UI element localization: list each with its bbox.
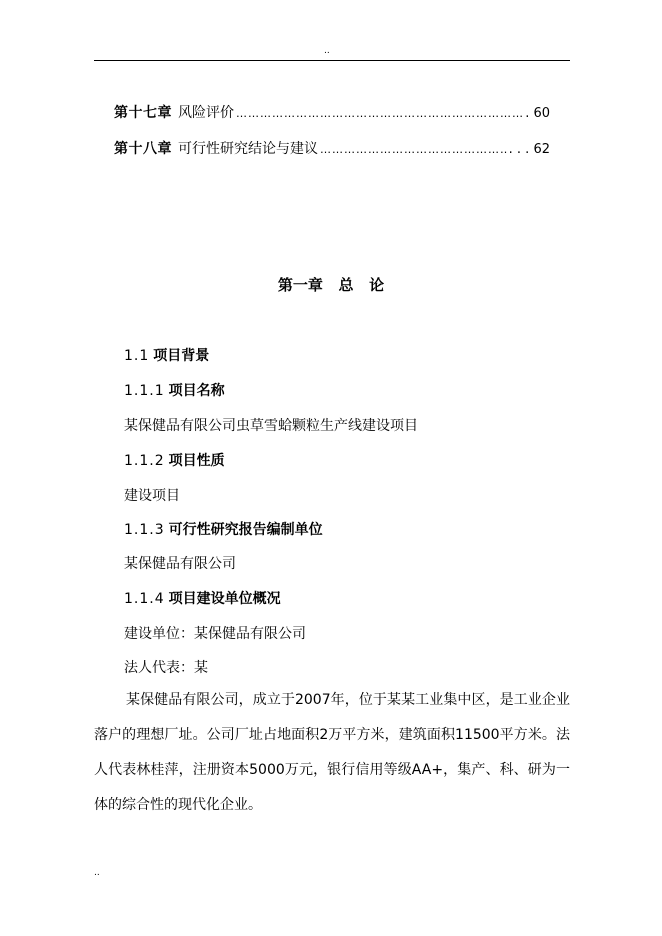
toc-page-number: . 60 <box>525 106 550 121</box>
section-text: 某保健品有限公司虫草雪蛤颗粒生产线建设项目 <box>124 418 418 434</box>
chapter-heading: 第一章 总 论 <box>277 276 385 294</box>
toc-chapter-title: 风险评价 <box>178 105 234 121</box>
toc-page-number: . . . 62 <box>508 142 550 157</box>
toc-chapter-number: 第十七章 <box>114 105 172 121</box>
toc-leader-dots <box>320 143 507 156</box>
section-text: 法人代表：某 <box>124 660 208 676</box>
footer-mark: .. <box>94 868 100 878</box>
section-title: 项目建设单位概况 <box>168 591 281 607</box>
toc-chapter-title: 可行性研究结论与建议 <box>178 141 318 157</box>
section-number: 1.1.3 <box>124 522 165 538</box>
section-number: 1.1.1 <box>124 383 165 399</box>
header-mark: .. <box>324 46 330 56</box>
section-heading <box>124 450 225 470</box>
section-heading <box>124 519 323 539</box>
toc-leader-dots <box>236 107 523 120</box>
section-text: 建设项目 <box>124 488 180 504</box>
section-heading <box>124 588 281 608</box>
toc-entry-18[interactable] <box>114 138 550 158</box>
header-rule <box>94 60 570 61</box>
section-text: 建设单位：某保健品有限公司 <box>124 626 306 642</box>
section-title: 可行性研究报告编制单位 <box>168 522 323 538</box>
section-heading <box>124 345 209 365</box>
toc-chapter-number: 第十八章 <box>114 141 172 157</box>
section-text: 某保健品有限公司 <box>124 556 236 572</box>
toc-entry-17[interactable] <box>114 102 550 122</box>
section-heading <box>124 380 225 400</box>
section-number: 1.1 <box>124 348 150 364</box>
body-paragraph: 某保健品有限公司，成立于2007年，位于某某工业集中区，是工业企业落户的理想厂址。公司厂址占地面积2万平方米，建筑面积11500平方米。法人代表林桂萍，注册资本5000万元，银行信用等级AA+，集产、科、研为一体的综合性的现代化企业。 <box>94 692 570 813</box>
section-title: 项目背景 <box>153 348 210 364</box>
section-title: 项目名称 <box>168 383 225 399</box>
section-title: 项目性质 <box>168 453 225 469</box>
section-number: 1.1.4 <box>124 591 165 607</box>
section-number: 1.1.2 <box>124 453 165 469</box>
